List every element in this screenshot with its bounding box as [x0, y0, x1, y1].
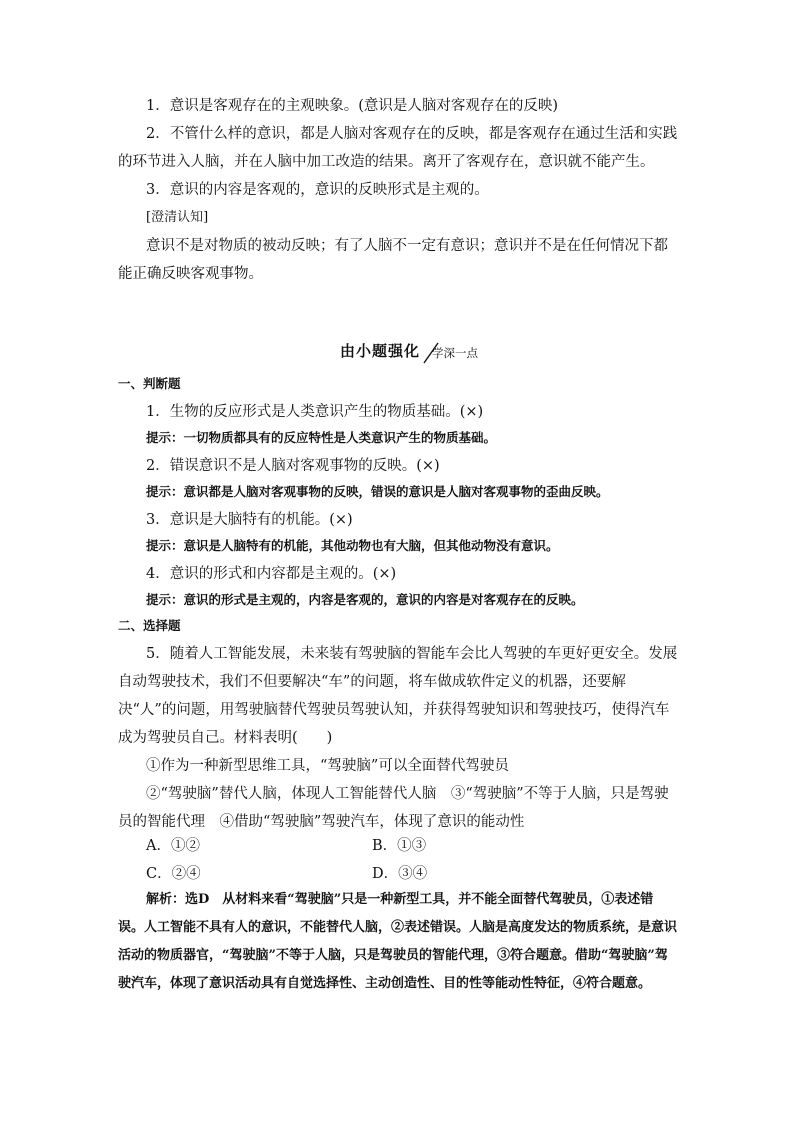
choice-heading: 二、选择题 [118, 618, 181, 633]
point-3: 3．意识的内容是客观的，意识的反映形式是主观的。 [146, 182, 489, 198]
choice-statement-1: ①作为一种新型思维工具，“驾驶脑”可以全面替代驾驶员 [146, 758, 509, 774]
option-b: B．①③ [372, 838, 427, 854]
option-a: A．①② [146, 838, 200, 854]
banner-subtitle: 学深一点 [432, 346, 478, 360]
judge-hint-1: 提示：一切物质都具有的反应特性是人类意识产生的物质基础。 [146, 430, 497, 445]
clarify-text: 意识不是对物质的被动反映；有了人脑不一定有意识；意识并不是在任何情况下都能正确反映客观事物。 [118, 238, 668, 282]
judge-question-3: 3．意识是大脑特有的机能。(×) [146, 512, 353, 528]
point-2: 2．不管什么样的意识，都是人脑对客观存在的反映，都是客观存在通过生活和实践的环节进入人脑，并在人脑中加工改造的结果。离开了客观存在，意识就不能产生。 [118, 126, 678, 170]
judge-hint-3: 提示：意识是人脑特有的机能，其他动物也有大脑，但其他动物没有意识。 [146, 538, 559, 553]
judge-heading: 一、判断题 [118, 376, 181, 391]
choice-statements-2-4: ②“驾驶脑”替代人脑，体现人工智能替代人脑 ③“驾驶脑”不等于人脑，只是驾驶员的智能代理 ④借助“驾驶脑”驾驶汽车，体现了意识的能动性 [118, 786, 669, 830]
option-d: D．③④ [372, 866, 428, 882]
judge-hint-2: 提示：意识都是人脑对客观事物的反映，错误的意识是人脑对客观事物的歪曲反映。 [146, 484, 609, 499]
judge-hint-4: 提示：意识的形式是主观的，内容是客观的，意识的内容是对客观存在的反映。 [146, 592, 584, 607]
choice-question: 5．随着人工智能发展，未来装有驾驶脑的智能车会比人驾驶的车更好更安全。发展自动驾驶技术，我们不但要解决“车”的问题，将车做成软件定义的机器，还要解决“人”的问题，用驾驶脑替代驾驶员驾驶认知，并获得驾驶知识和驾驶技巧，使得汽车成为驾驶员自己。材料表明( ) [118, 646, 678, 746]
banner-title: 由小题强化 [340, 342, 421, 360]
point-1: 1．意识是客观存在的主观映象。(意识是人脑对客观存在的反映) [146, 98, 559, 114]
section-banner [330, 340, 500, 364]
judge-question-4: 4．意识的形式和内容都是主观的。(×) [146, 566, 397, 582]
option-c: C．②④ [146, 866, 201, 882]
judge-question-2: 2．错误意识不是人脑对客观事物的反映。(×) [146, 458, 440, 474]
judge-question-1: 1．生物的反应形式是人类意识产生的物质基础。(×) [146, 404, 484, 420]
solution-text: 解析：选D 从材料来看“驾驶脑”只是一种新型工具，并不能全面替代驾驶员，①表述错误。人工智能不具有人的意识，不能替代人脑，②表述错误。人脑是高度发达的物质系统，是意识活动的物质器官，“驾驶脑”不等于人脑，只是驾驶员的智能代理，③符合题意。借助“驾驶脑”驾驶汽车，体现了意识活动具有自觉选择性、主动创造性、目的性等能动性特征，④符合题意。 [118, 892, 678, 991]
clarify-title: [澄清认知] [146, 210, 209, 225]
